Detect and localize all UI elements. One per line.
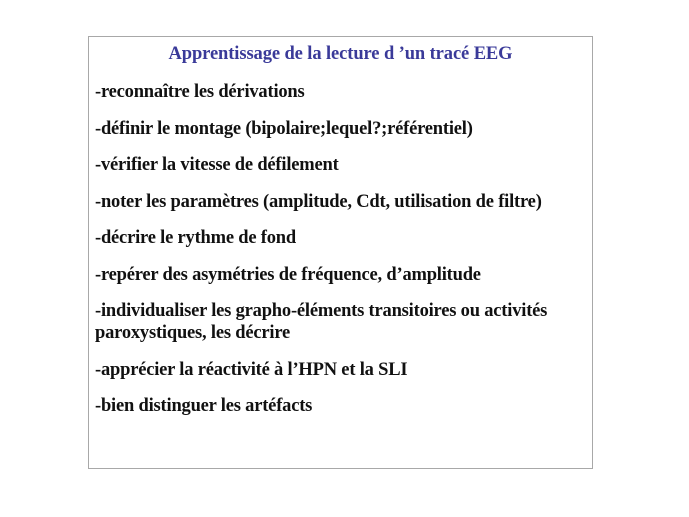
bullet-item-derivations: -reconnaître les dérivations — [95, 82, 305, 102]
bullet-item-reactivite: -apprécier la réactivité à l’HPN et la SLI — [95, 359, 408, 380]
slide-frame — [88, 36, 593, 469]
bullet-item-vitesse: -vérifier la vitesse de défilement — [95, 155, 339, 175]
bullet-item-rythme: -décrire le rythme de fond — [95, 228, 296, 248]
bullet-item-parametres: -noter les paramètres (amplitude, Cdt, utilisation de filtre) — [95, 191, 542, 212]
bullet-item-grapho-elements: -individualiser les grapho-éléments transitoires ou activités paroxystiques, les décrire — [95, 301, 548, 343]
slide-title: Apprentissage de la lecture d ’un tracé EEG — [168, 44, 513, 64]
bullet-item-artefacts: -bien distinguer les artéfacts — [95, 396, 313, 416]
bullet-item-montage: -définir le montage (bipolaire;lequel?;référentiel) — [95, 118, 473, 139]
bullet-list — [95, 81, 592, 432]
bullet-item-asymetries: -repérer des asymétries de fréquence, d’amplitude — [95, 264, 481, 285]
